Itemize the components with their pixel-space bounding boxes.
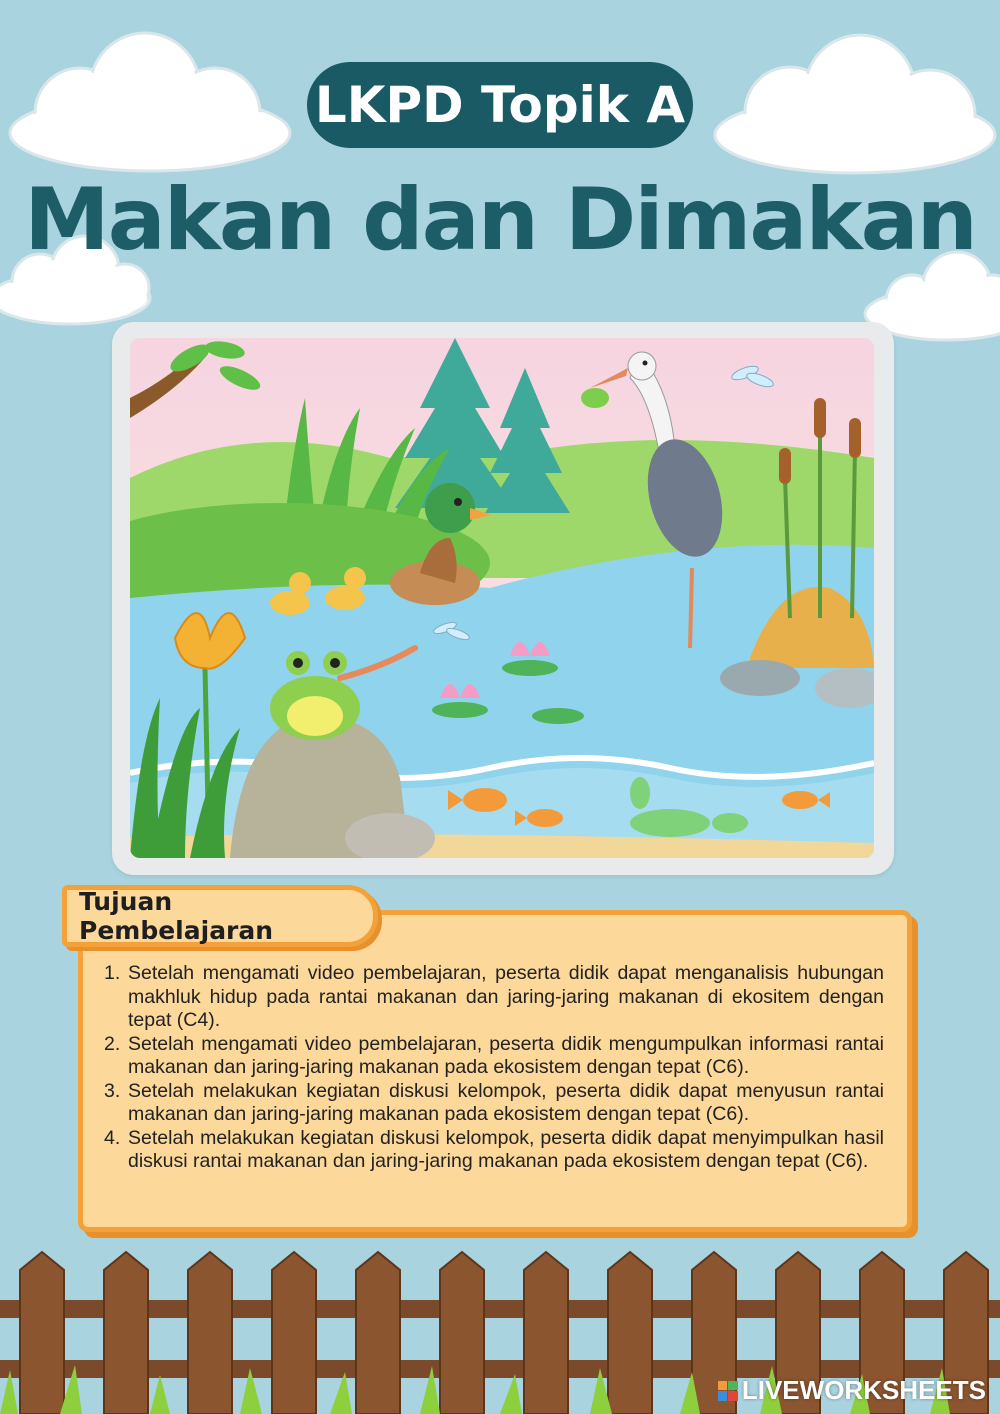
list-item-text: Setelah mengamati video pembelajaran, peserta didik mengumpulkan informasi rantai makanan dan jaring-jaring makanan pada ekosistem dengan tepat (C6). <box>128 1032 884 1078</box>
cloud-top-right <box>700 30 1000 180</box>
list-item <box>104 1033 884 1080</box>
topic-badge: LKPD Topik A <box>307 62 693 148</box>
list-item <box>104 962 884 1033</box>
list-item-text: Setelah melakukan kegiatan diskusi kelompok, peserta didik dapat menyimpulkan hasil diskusi rantai makanan dan jaring-jaring makanan pada ekosistem dengan tepat (C6). <box>128 1126 884 1172</box>
pond-ecosystem-illustration <box>130 338 874 858</box>
watermark-text: LIVEWORKSHEETS <box>741 1375 986 1405</box>
list-item-number: 2. <box>104 1032 121 1055</box>
list-item <box>104 1080 884 1127</box>
list-item-number: 3. <box>104 1079 121 1102</box>
list-item-text: Setelah melakukan kegiatan diskusi kelompok, peserta didik dapat menyusun rantai makanan dan jaring-jaring makanan pada ekosistem dengan tepat (C6). <box>128 1079 884 1125</box>
list-item-number: 4. <box>104 1126 121 1149</box>
learning-goals-list <box>104 962 884 1174</box>
list-item <box>104 1127 884 1174</box>
list-item-text: Setelah mengamati video pembelajaran, peserta didik dapat menganalisis hubungan makhluk hidup pada rantai makanan dan jaring-jaring makanan di ekositem dengan tepat (C4). <box>128 962 884 1031</box>
page-title: Makan dan Dimakan <box>24 170 976 270</box>
cloud-top-left <box>0 28 300 178</box>
liveworksheets-logo-icon <box>718 1381 738 1401</box>
list-item-number: 1. <box>104 962 121 984</box>
liveworksheets-watermark[interactable] <box>718 1375 986 1406</box>
learning-goals-heading: Tujuan Pembelajaran <box>62 885 378 947</box>
